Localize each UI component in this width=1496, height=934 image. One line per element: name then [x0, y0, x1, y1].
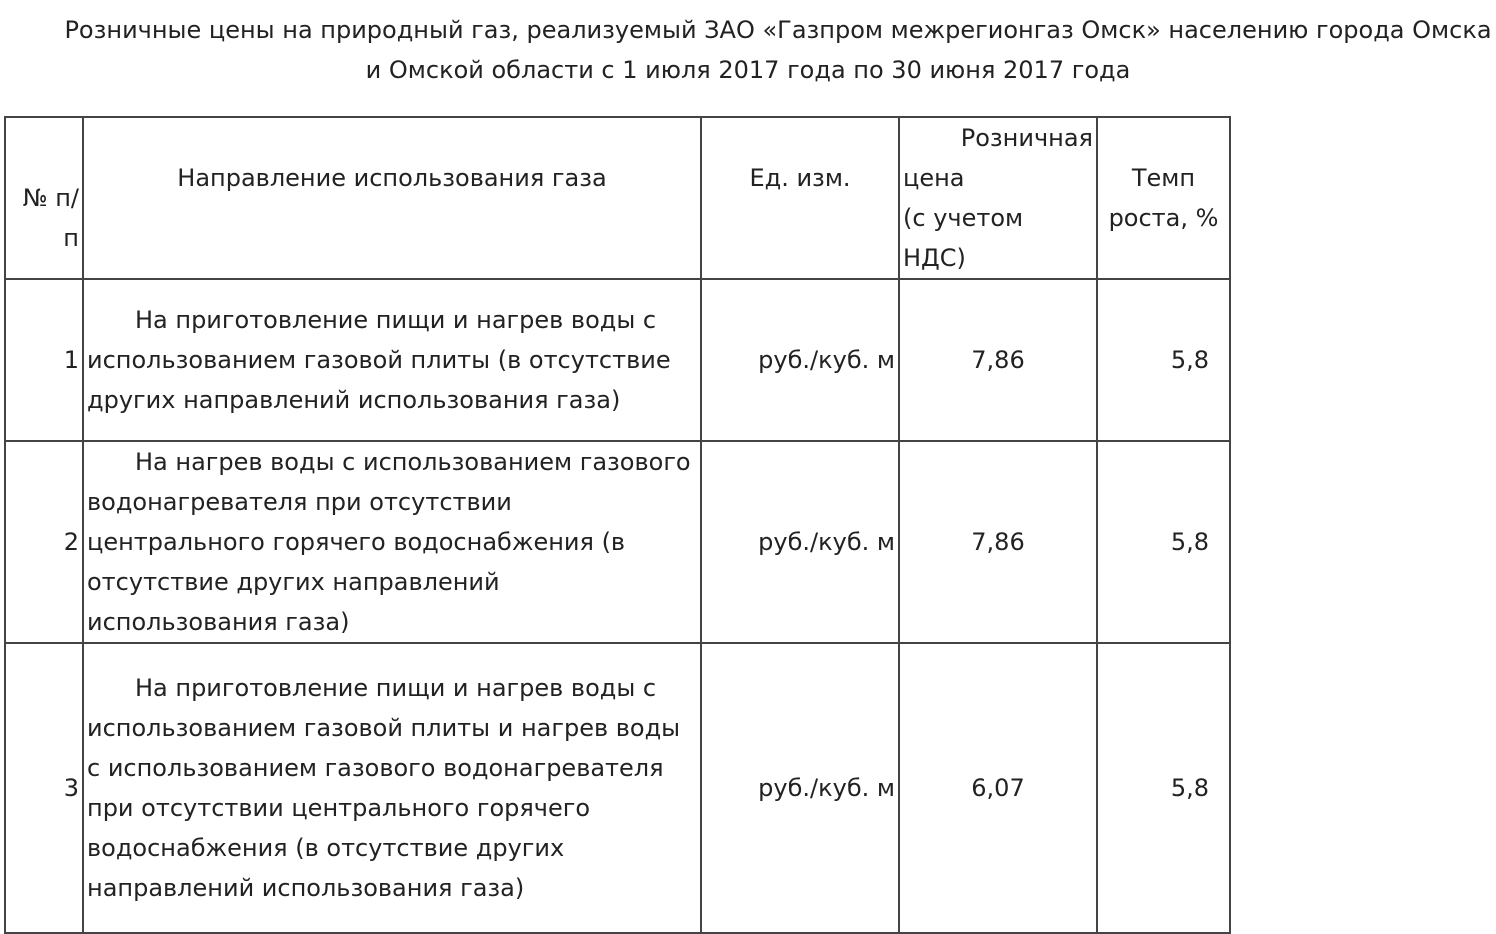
row-price: 7,86: [899, 279, 1097, 441]
row-growth-rate: 5,8: [1097, 643, 1230, 933]
table-row: [5, 643, 1230, 933]
row-number: 3: [5, 643, 83, 933]
header-rate-line-2: роста, %: [1108, 204, 1219, 232]
header-direction: [83, 117, 701, 279]
row-direction: [83, 441, 701, 643]
row-price: 7,86: [899, 441, 1097, 643]
header-rate-line-1: Темп: [1131, 164, 1196, 192]
table-row: [5, 441, 1230, 643]
row-direction: [83, 643, 701, 933]
page-title-line-1: Розничные цены на природный газ, реализуемый ЗАО «Газпром межрегионгаз Омск» населению города Омска: [64, 16, 1492, 44]
row-growth-rate: 5,8: [1097, 441, 1230, 643]
row-price: 6,07: [899, 643, 1097, 933]
page-title: [0, 10, 1496, 90]
row-unit: руб./куб. м: [701, 441, 899, 643]
table-row: [5, 279, 1230, 441]
header-unit: [701, 117, 899, 279]
header-unit-label: Ед. изм.: [749, 164, 851, 192]
header-price: [899, 117, 1097, 279]
row-direction-text: На нагрев воды с использованием газового водонагревателя при отсутствии центрального горячего водоснабжения (в отсутствие других направлений использования газа): [87, 448, 691, 636]
row-growth-rate: 5,8: [1097, 279, 1230, 441]
row-number: 2: [5, 441, 83, 643]
header-price-line-3: (с учетом НДС): [903, 204, 1024, 272]
header-growth-rate: [1097, 117, 1230, 279]
row-unit: руб./куб. м: [701, 279, 899, 441]
row-direction-text: На приготовление пищи и нагрев воды с использованием газовой плиты (в отсутствие других направлений использования газа): [87, 306, 671, 414]
header-price-line-1: Розничная: [960, 124, 1093, 152]
gas-price-table: [4, 116, 1231, 934]
row-direction-text: На приготовление пищи и нагрев воды с использованием газовой плиты и нагрев воды с использованием газового водонагревателя при отсутствии центрального горячего водоснабжения (в отсутствие других направлений использования газа): [87, 674, 681, 902]
row-unit: руб./куб. м: [701, 643, 899, 933]
page-title-line-2: и Омской области с 1 июля 2017 года по 30 июня 2017 года: [365, 56, 1131, 84]
table-header-row: [5, 117, 1230, 279]
header-number: № п/п: [5, 117, 83, 279]
header-price-line-2: цена: [903, 164, 965, 192]
row-direction: [83, 279, 701, 441]
header-direction-label: Направление использования газа: [177, 164, 607, 192]
row-number: 1: [5, 279, 83, 441]
